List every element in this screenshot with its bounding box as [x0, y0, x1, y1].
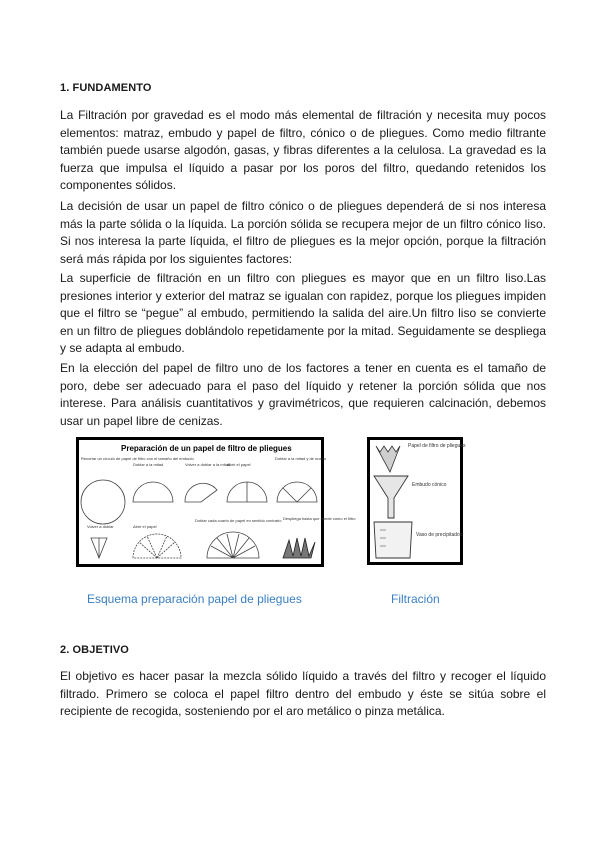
step-label-3: Volver a doblar a la mitad — [185, 462, 231, 467]
step-label-1: Recortar un círculo de papel de filtro con el tamaño del embudo — [81, 456, 194, 461]
caption-pleated-paper: Esquema preparación papel de pliegues — [87, 592, 302, 606]
step-label-9: Despliega hasta que quede como el filtro — [283, 516, 356, 521]
figure-filtration-diagram — [368, 438, 466, 564]
label-pleated-paper: Papel de filtro de pliegues — [408, 443, 466, 449]
caption-filtration: Filtración — [391, 592, 440, 606]
step-label-6: Volver a doblar — [87, 524, 114, 529]
paragraph-objective: El objetivo es hacer pasar la mezcla sólido líquido a través del filtro y recoger el líquido filtrado. Primero se coloca el papel filtro dentro del embudo y éste se sitúa sobre el recipiente de recogida, sosteniendo por el aro metálico o pinza metálica. — [60, 669, 546, 718]
paragraph-gravity-filtration: La Filtración por gravedad es el modo más elemental de filtración y necesita muy pocos elementos: matraz, embudo y papel de filtro, cónico o de pliegues. Como medio filtrante también puede usarse algodón, gasas, y fibras diferentes a la celulosa. La gravedad es la fuerza que impulsa el líquido a pasar por los poros del filtro, quedando retenidos los componentes sólidos. — [60, 108, 546, 192]
filtration-diagram — [368, 438, 466, 564]
section-heading-fundamento: 1. FUNDAMENTO — [60, 82, 152, 94]
step-label-8: Doblar cada cuarto de papel en sentido contrario — [195, 518, 282, 523]
label-beaker: Vaso de precipitados — [416, 532, 463, 538]
step-label-5: Doblar a la mitad y de nuevo — [275, 456, 326, 461]
paragraph-pleated-filter: La superficie de filtración en un filtro con pliegues es mayor que en un filtro liso.Las presiones interior y exterior del matraz se igualan con rapidez, porque los pliegues impiden que el filtro se “pegue” al embudo, permitiendo la salida del aire.Un filtro liso se convierte en un filtro de pliegues doblándolo repetidamente por la mitad. Seguidamente se despliega y se adapta al embudo. — [60, 271, 546, 355]
section-heading-objetivo: 2. OBJETIVO — [60, 644, 129, 656]
label-funnel: Embudo cónico — [412, 482, 447, 488]
figure-pleated-paper-diagram — [77, 438, 356, 566]
beaker-icon — [374, 522, 412, 558]
step-label-7: Abrir el papel — [133, 524, 157, 529]
step-label-4: Abrir el papel — [227, 462, 251, 467]
pleated-paper-diagram — [77, 438, 356, 566]
step-label-2: Doblar a la mitad — [133, 462, 164, 467]
diagram-title: Preparación de un papel de filtro de pliegues — [121, 444, 292, 453]
paragraph-filter-choice: La decisión de usar un papel de filtro cónico o de pliegues dependerá de si nos interesa más la parte sólida o la líquida. La porción sólida se recupera mejor de un filtro cónico liso. Si nos interesa la parte líquida, el filtro de pliegues es la mejor opción, porque la filtración será más rápida por los siguientes factores: — [60, 199, 546, 266]
paragraph-pore-size: En la elección del papel de filtro uno de los factores a tener en cuenta es el tamaño de poro, debe ser adecuado para el paso del líquido y retener la porción sólida que nos interese. Para análisis cuantitativos y gravimétricos, que requieren calcinación, debemos usar un papel libre de cenizas. — [60, 361, 546, 428]
